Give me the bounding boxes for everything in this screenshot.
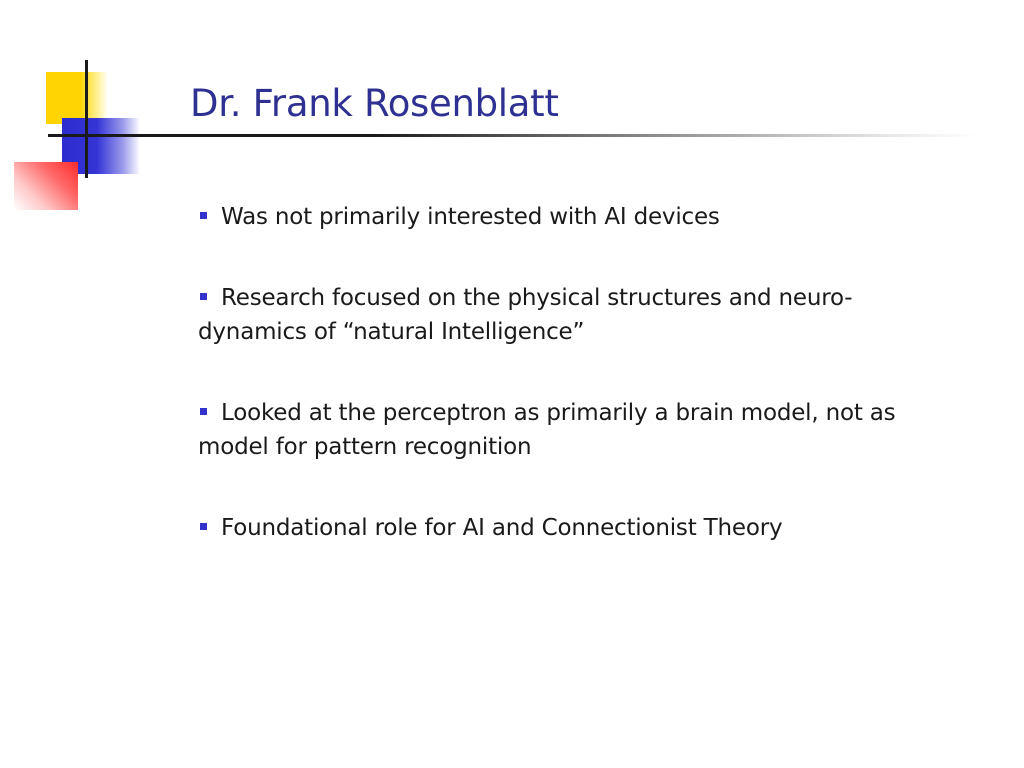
bullet-item [198, 511, 958, 545]
square-bullet-icon [200, 408, 207, 415]
decorative-yellow-block [46, 72, 108, 124]
bullet-item [198, 200, 958, 234]
decorative-vertical-line [85, 60, 88, 178]
bullet-text: Was not primarily interested with AI devices [221, 204, 720, 230]
square-bullet-icon [200, 212, 207, 219]
bullet-text: Looked at the perceptron as primarily a brain model, not as model for pattern recognition [198, 400, 896, 460]
bullet-item [198, 281, 958, 349]
square-bullet-icon [200, 523, 207, 530]
bullet-item [198, 396, 958, 464]
bullet-list [198, 200, 958, 592]
decorative-red-block [14, 162, 78, 210]
bullet-text: Research focused on the physical structures and neuro-dynamics of “natural Intelligence” [198, 285, 853, 345]
square-bullet-icon [200, 293, 207, 300]
bullet-text: Foundational role for AI and Connectionist Theory [221, 515, 783, 541]
title-underline-rule [48, 134, 978, 137]
slide-title: Dr. Frank Rosenblatt [190, 82, 559, 125]
